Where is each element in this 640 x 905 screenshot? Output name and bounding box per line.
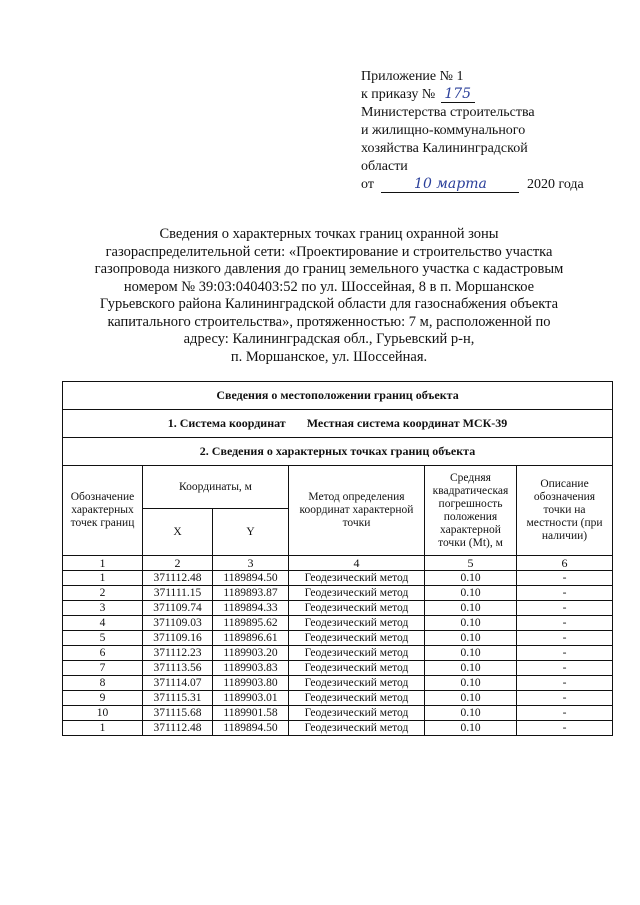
header-y: Y (213, 509, 289, 556)
x-cell: 371112.48 (143, 571, 213, 586)
point-number-cell: 5 (63, 631, 143, 646)
column-number: 2 (143, 556, 213, 571)
description-cell: - (517, 646, 613, 661)
table-row (63, 601, 613, 616)
column-number: 1 (63, 556, 143, 571)
accuracy-cell: 0.10 (425, 706, 517, 721)
column-number: 5 (425, 556, 517, 571)
table-row (63, 631, 613, 646)
appendix-line-6: области (361, 159, 408, 174)
x-cell: 371115.68 (143, 706, 213, 721)
method-cell: Геодезический метод (289, 631, 425, 646)
point-number-cell: 2 (63, 586, 143, 601)
description-cell: - (517, 721, 613, 736)
title-line: капитального строительства», протяженностью: 7 м, расположенной по (107, 313, 551, 330)
x-cell: 371109.03 (143, 616, 213, 631)
table-body (63, 571, 613, 736)
title-line: газораспределительной сети: «Проектирование и строительство участка (105, 243, 553, 260)
point-number-cell: 8 (63, 676, 143, 691)
table-row (63, 706, 613, 721)
order-prefix: к приказу № (361, 87, 436, 102)
table-row (63, 586, 613, 601)
point-number-cell: 3 (63, 601, 143, 616)
method-cell: Геодезический метод (289, 601, 425, 616)
table-row (63, 616, 613, 631)
accuracy-cell: 0.10 (425, 616, 517, 631)
appendix-date-line (361, 176, 611, 194)
coord-system-value: Местная система координат МСК-39 (306, 416, 508, 430)
appendix-line-1: Приложение № 1 (361, 69, 464, 84)
point-number-cell: 10 (63, 706, 143, 721)
title-line: газопровода низкого давления до границ земельного участка с кадастровым (94, 261, 564, 277)
x-cell: 371115.31 (143, 691, 213, 706)
description-cell: - (517, 601, 613, 616)
coord-system-cell (63, 410, 613, 438)
accuracy-cell: 0.10 (425, 661, 517, 676)
title-line: Гурьевского района Калининградской области для газоснабжения объекта (99, 296, 559, 312)
accuracy-cell: 0.10 (425, 676, 517, 691)
table-row (63, 676, 613, 691)
column-numbers-row (63, 556, 613, 571)
x-cell: 371109.74 (143, 601, 213, 616)
description-cell: - (517, 616, 613, 631)
order-number-handwritten: 175 (441, 87, 475, 103)
point-number-cell: 4 (63, 616, 143, 631)
accuracy-cell: 0.10 (425, 721, 517, 736)
appendix-header (361, 68, 611, 194)
accuracy-cell: 0.10 (425, 601, 517, 616)
header-row-1 (63, 466, 613, 509)
coord-system-label: 1. Система координат (167, 416, 286, 430)
coord-system-row (63, 410, 613, 438)
y-cell: 1189903.80 (213, 676, 289, 691)
date-prefix: от (361, 177, 374, 192)
x-cell: 371109.16 (143, 631, 213, 646)
description-cell: - (517, 706, 613, 721)
point-number-cell: 6 (63, 646, 143, 661)
method-cell: Геодезический метод (289, 721, 425, 736)
description-cell: - (517, 631, 613, 646)
description-cell: - (517, 586, 613, 601)
points-section-label: 2. Сведения о характерных точках границ объекта (63, 438, 613, 466)
accuracy-cell: 0.10 (425, 646, 517, 661)
y-cell: 1189896.61 (213, 631, 289, 646)
title-line: п. Моршанское, ул. Шоссейная. (230, 348, 428, 365)
point-number-cell: 1 (63, 571, 143, 586)
column-number: 6 (517, 556, 613, 571)
column-number: 4 (289, 556, 425, 571)
description-cell: - (517, 661, 613, 676)
method-cell: Геодезический метод (289, 661, 425, 676)
date-suffix: 2020 года (526, 177, 584, 192)
appendix-line-5: хозяйства Калининградской (361, 141, 528, 156)
y-cell: 1189903.83 (213, 661, 289, 676)
x-cell: 371111.15 (143, 586, 213, 601)
appendix-line-3: Министерства строительства (361, 105, 535, 120)
x-cell: 371114.07 (143, 676, 213, 691)
accuracy-cell: 0.10 (425, 691, 517, 706)
description-cell: - (517, 691, 613, 706)
accuracy-cell: 0.10 (425, 571, 517, 586)
point-number-cell: 9 (63, 691, 143, 706)
y-cell: 1189894.50 (213, 721, 289, 736)
date-handwritten: 10 марта (381, 177, 519, 193)
document-title (70, 226, 588, 366)
section-title: Сведения о местоположении границ объекта (63, 382, 613, 410)
description-cell: - (517, 676, 613, 691)
method-cell: Геодезический метод (289, 706, 425, 721)
table-section-title-row (63, 382, 613, 410)
table-row (63, 646, 613, 661)
y-cell: 1189903.01 (213, 691, 289, 706)
accuracy-cell: 0.10 (425, 631, 517, 646)
appendix-line-4: и жилищно-коммунального (361, 123, 526, 138)
y-cell: 1189903.20 (213, 646, 289, 661)
header-accuracy: Средняя квадратическая погрешность положения характерной точки (Mt), м (425, 466, 517, 556)
title-line: номером № 39:03:040403:52 по ул. Шоссейная, 8 в п. Моршанское (123, 278, 535, 295)
method-cell: Геодезический метод (289, 646, 425, 661)
x-cell: 371113.56 (143, 661, 213, 676)
x-cell: 371112.23 (143, 646, 213, 661)
boundary-points-table (62, 381, 613, 736)
points-section-row (63, 438, 613, 466)
header-point-designation: Обозначение характерных точек границ (63, 466, 143, 556)
appendix-line-2 (361, 86, 611, 104)
table-row (63, 571, 613, 586)
method-cell: Геодезический метод (289, 571, 425, 586)
method-cell: Геодезический метод (289, 676, 425, 691)
header-method: Метод определения координат характерной точки (289, 466, 425, 556)
method-cell: Геодезический метод (289, 586, 425, 601)
description-cell: - (517, 571, 613, 586)
table-row (63, 721, 613, 736)
y-cell: 1189895.62 (213, 616, 289, 631)
method-cell: Геодезический метод (289, 616, 425, 631)
title-line: адресу: Калининградская обл., Гурьевский р-н, (183, 331, 475, 347)
y-cell: 1189894.33 (213, 601, 289, 616)
title-line: Сведения о характерных точках границ охранной зоны (159, 226, 499, 242)
table-row (63, 691, 613, 706)
y-cell: 1189901.58 (213, 706, 289, 721)
header-description: Описание обозначения точки на местности (при наличии) (517, 466, 613, 556)
point-number-cell: 1 (63, 721, 143, 736)
y-cell: 1189893.87 (213, 586, 289, 601)
accuracy-cell: 0.10 (425, 586, 517, 601)
x-cell: 371112.48 (143, 721, 213, 736)
y-cell: 1189894.50 (213, 571, 289, 586)
table-row (63, 661, 613, 676)
header-x: X (143, 509, 213, 556)
point-number-cell: 7 (63, 661, 143, 676)
column-number: 3 (213, 556, 289, 571)
header-coordinates: Координаты, м (143, 466, 289, 509)
method-cell: Геодезический метод (289, 691, 425, 706)
